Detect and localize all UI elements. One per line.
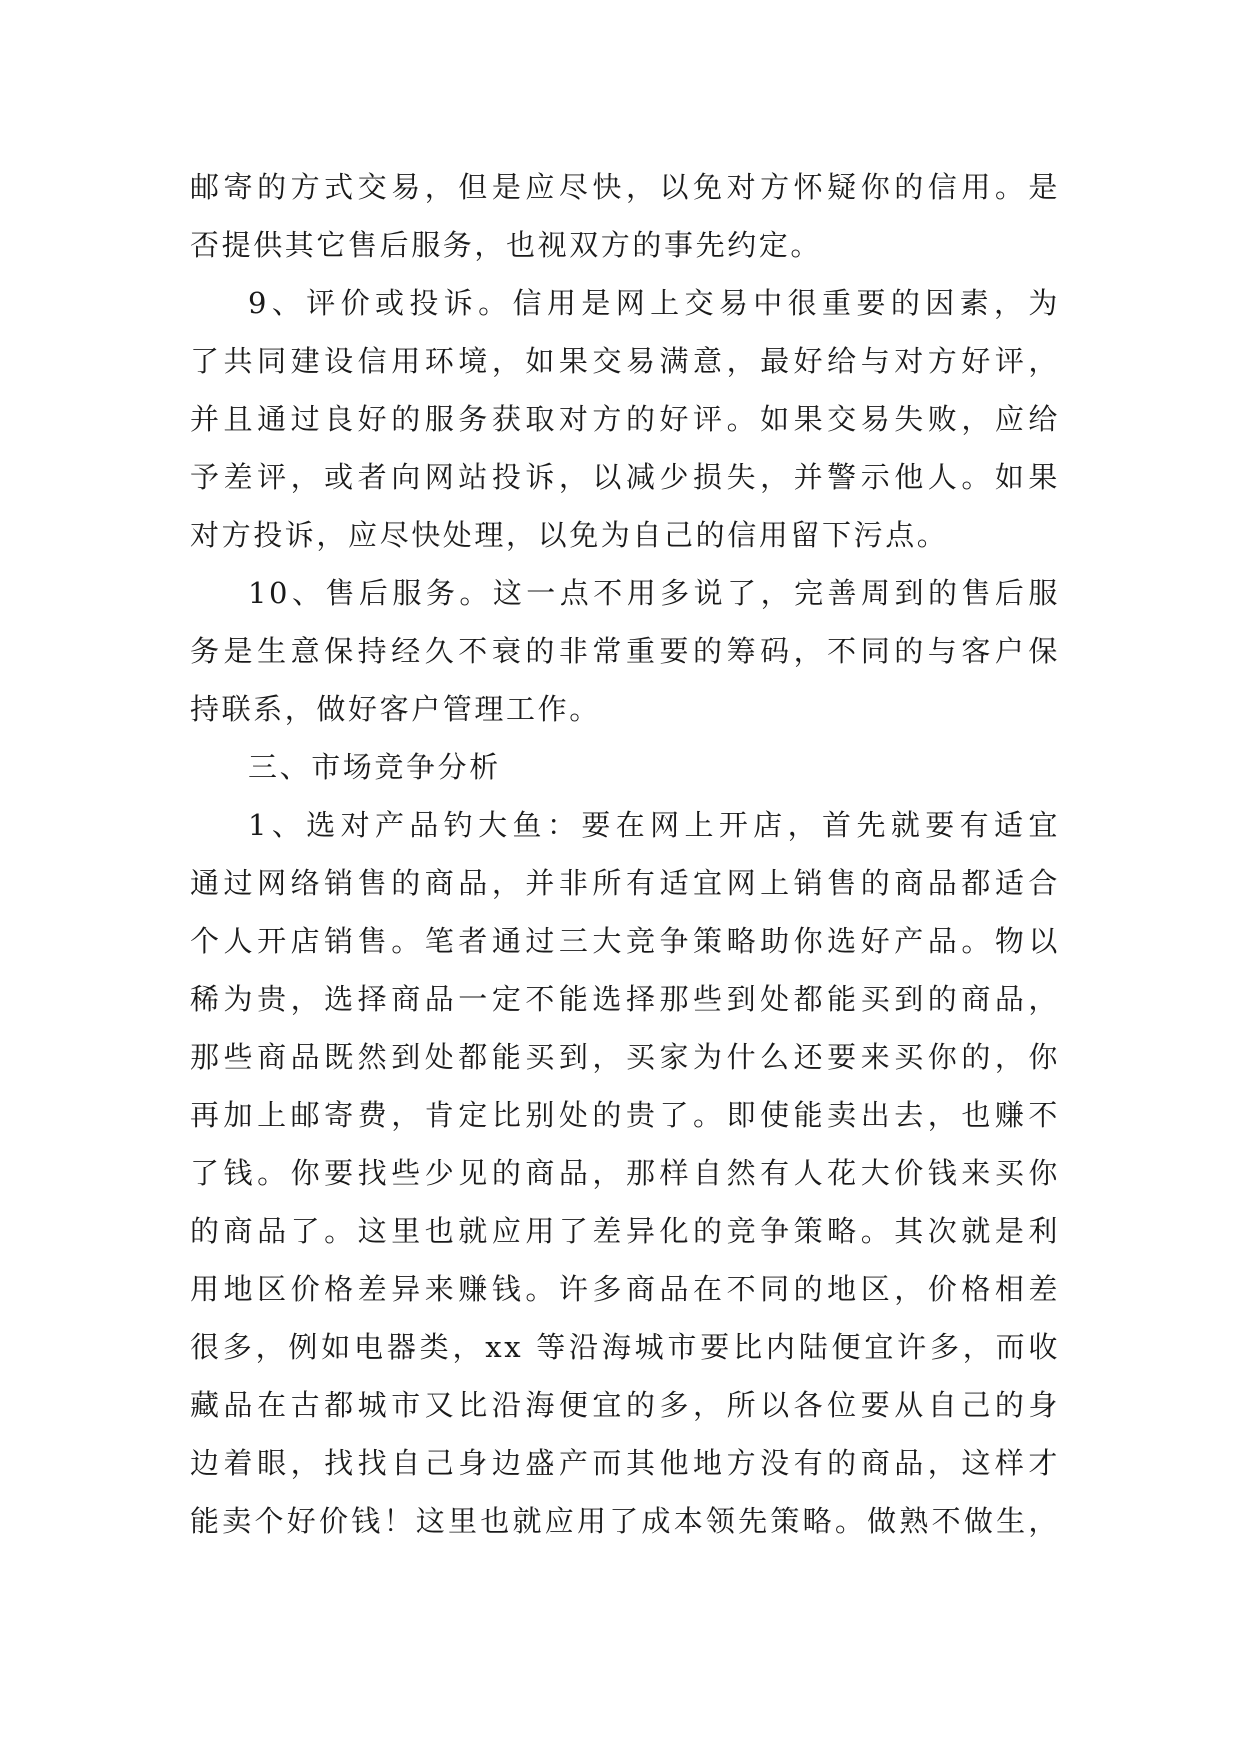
text-line	[190, 970, 1060, 1028]
line-text: 邮寄的方式交易，但是应尽快，以免对方怀疑你的信用。是	[190, 170, 1060, 204]
line-text: 了钱。你要找些少见的商品，那样自然有人花大价钱来买你	[190, 1156, 1060, 1190]
text-line	[190, 912, 1060, 970]
text-line	[190, 738, 1060, 796]
line-text: 9、评价或投诉。信用是网上交易中很重要的因素，为	[248, 286, 1060, 320]
line-text: 的商品了。这里也就应用了差异化的竞争策略。其次就是利	[190, 1214, 1060, 1248]
line-text: 否提供其它售后服务，也视双方的事先约定。	[190, 228, 823, 262]
text-line	[190, 1492, 1060, 1550]
text-line	[190, 390, 1060, 448]
line-text: 1、选对产品钓大鱼：要在网上开店，首先就要有适宜	[248, 808, 1060, 842]
text-line	[190, 1028, 1060, 1086]
text-line	[190, 158, 1060, 216]
text-line	[190, 854, 1060, 912]
line-text: 三、市场竞争分析	[248, 750, 501, 784]
text-line	[190, 332, 1060, 390]
text-line	[190, 1434, 1060, 1492]
line-text: 通过网络销售的商品，并非所有适宜网上销售的商品都适合	[190, 866, 1060, 900]
document-page	[190, 158, 1060, 1550]
line-text: 很多，例如电器类，xx 等沿海城市要比内陆便宜许多，而收	[190, 1330, 1060, 1364]
line-text: 那些商品既然到处都能买到，买家为什么还要来买你的，你	[190, 1040, 1060, 1074]
line-text: 对方投诉，应尽快处理，以免为自己的信用留下污点。	[190, 518, 949, 552]
line-text: 持联系，做好客户管理工作。	[190, 692, 601, 726]
line-text: 稀为贵，选择商品一定不能选择那些到处都能买到的商品，	[190, 982, 1060, 1016]
line-text: 藏品在古都城市又比沿海便宜的多，所以各位要从自己的身	[190, 1388, 1060, 1422]
text-line	[190, 448, 1060, 506]
line-text: 能卖个好价钱！这里也就应用了成本领先策略。做熟不做生，	[190, 1504, 1060, 1538]
line-text: 个人开店销售。笔者通过三大竞争策略助你选好产品。物以	[190, 924, 1060, 958]
text-line	[190, 1144, 1060, 1202]
text-line	[190, 274, 1060, 332]
text-line	[190, 622, 1060, 680]
line-text: 再加上邮寄费，肯定比别处的贵了。即使能卖出去，也赚不	[190, 1098, 1060, 1132]
line-text: 并且通过良好的服务获取对方的好评。如果交易失败，应给	[190, 402, 1060, 436]
text-line	[190, 216, 1060, 274]
text-line	[190, 680, 1060, 738]
line-text: 予差评，或者向网站投诉，以减少损失，并警示他人。如果	[190, 460, 1060, 494]
text-line	[190, 564, 1060, 622]
line-text: 务是生意保持经久不衰的非常重要的筹码，不同的与客户保	[190, 634, 1060, 668]
text-line	[190, 796, 1060, 854]
text-line	[190, 1260, 1060, 1318]
line-text: 用地区价格差异来赚钱。许多商品在不同的地区，价格相差	[190, 1272, 1060, 1306]
line-text: 了共同建设信用环境，如果交易满意，最好给与对方好评，	[190, 344, 1060, 378]
text-line	[190, 1086, 1060, 1144]
line-text: 边着眼，找找自己身边盛产而其他地方没有的商品，这样才	[190, 1446, 1060, 1480]
text-line	[190, 506, 1060, 564]
text-line	[190, 1202, 1060, 1260]
text-line	[190, 1318, 1060, 1376]
line-text: 10、售后服务。这一点不用多说了，完善周到的售后服	[248, 576, 1060, 610]
text-line	[190, 1376, 1060, 1434]
